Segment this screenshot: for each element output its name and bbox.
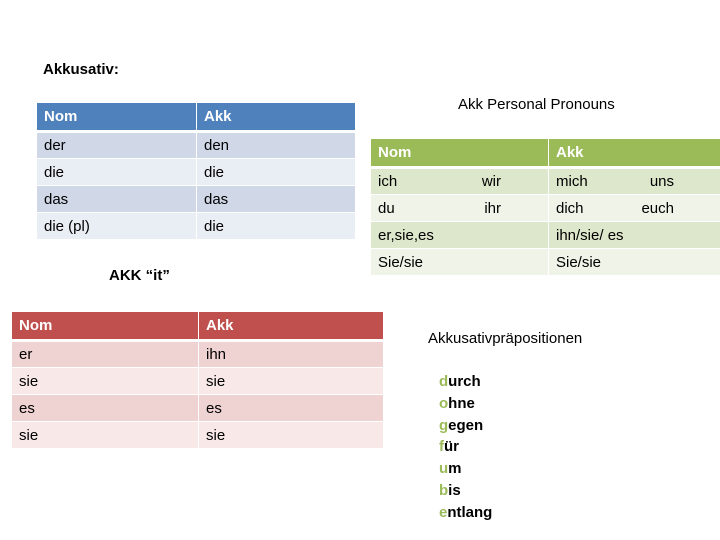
preposition-first-letter: f [439,438,444,456]
table-row [12,422,384,449]
preposition-first-letter: o [439,394,449,412]
cell-nom: er,sie,es [371,222,549,249]
table-row [371,222,720,249]
cell-nom: die [37,159,197,186]
cell-akk: ihn/sie/ es [549,222,720,249]
cell-nom: sie [12,422,199,449]
pronoun-plural: euch [641,199,674,217]
cell-nom: der [37,132,197,159]
list-item [439,371,492,393]
table-row [12,341,384,368]
cell-nom [371,168,549,195]
pronoun-plural: uns [649,173,674,190]
cell-nom: die (pl) [37,213,197,240]
pronoun-singular: ich [378,173,398,190]
cell-akk [549,195,720,222]
list-item [439,502,492,524]
header-akk: Akk [549,139,720,168]
akk-it-heading: AKK “it” [109,267,170,284]
table-row [371,168,720,195]
header-nom: Nom [12,312,199,341]
preposition-rest: is [448,481,461,499]
table-header-row [12,312,384,341]
cell-akk: sie [199,368,384,395]
cell-nom: das [37,186,197,213]
cell-nom: es [12,395,199,422]
preposition-first-letter: u [439,460,449,478]
cell-nom: Sie/sie [371,249,549,276]
cell-akk: es [199,395,384,422]
preposition-first-letter: d [439,373,449,390]
header-nom: Nom [37,103,197,132]
prepositions-list [439,371,492,524]
preposition-rest: m [448,460,462,478]
table-row [371,195,720,222]
table-row [12,395,384,422]
cell-akk: die [197,213,356,240]
cell-akk [549,168,720,195]
table-row [12,368,384,395]
preposition-first-letter: e [439,503,448,521]
pronoun-plural: ihr [484,199,501,217]
list-item [439,480,492,502]
table-row [371,249,720,276]
preposition-rest: urch [448,373,481,390]
table-row [37,159,356,186]
articles-table [36,102,356,240]
list-item [439,458,492,480]
preposition-first-letter: g [439,416,449,434]
cell-akk: den [197,132,356,159]
pronouns-table [370,138,720,276]
pronoun-singular: du [378,199,395,217]
header-akk: Akk [197,103,356,132]
cell-akk: ihn [199,341,384,368]
list-item [439,436,492,458]
cell-nom: sie [12,368,199,395]
cell-nom: er [12,341,199,368]
table-row [37,213,356,240]
personal-pronouns-heading: Akk Personal Pronouns [458,96,615,113]
header-akk: Akk [199,312,384,341]
header-nom: Nom [371,139,549,168]
list-item [439,393,492,415]
pronoun-singular: dich [556,199,584,217]
cell-akk: sie [199,422,384,449]
cell-akk: das [197,186,356,213]
it-table [11,311,384,449]
pronoun-singular: mich [556,173,588,190]
list-item [439,415,492,437]
table-row [37,132,356,159]
akkusativ-heading: Akkusativ: [43,61,119,78]
pronoun-plural: wir [481,173,501,190]
preposition-rest: ntlang [447,503,493,521]
preposition-first-letter: b [439,481,449,499]
cell-nom [371,195,549,222]
praepositionen-heading: Akkusativpräpositionen [428,330,583,347]
table-header-row [37,103,356,132]
preposition-rest: ür [444,438,459,456]
cell-akk: Sie/sie [549,249,720,276]
table-header-row [371,139,720,168]
cell-akk: die [197,159,356,186]
table-row [37,186,356,213]
preposition-rest: hne [448,394,475,412]
preposition-rest: egen [448,416,484,434]
